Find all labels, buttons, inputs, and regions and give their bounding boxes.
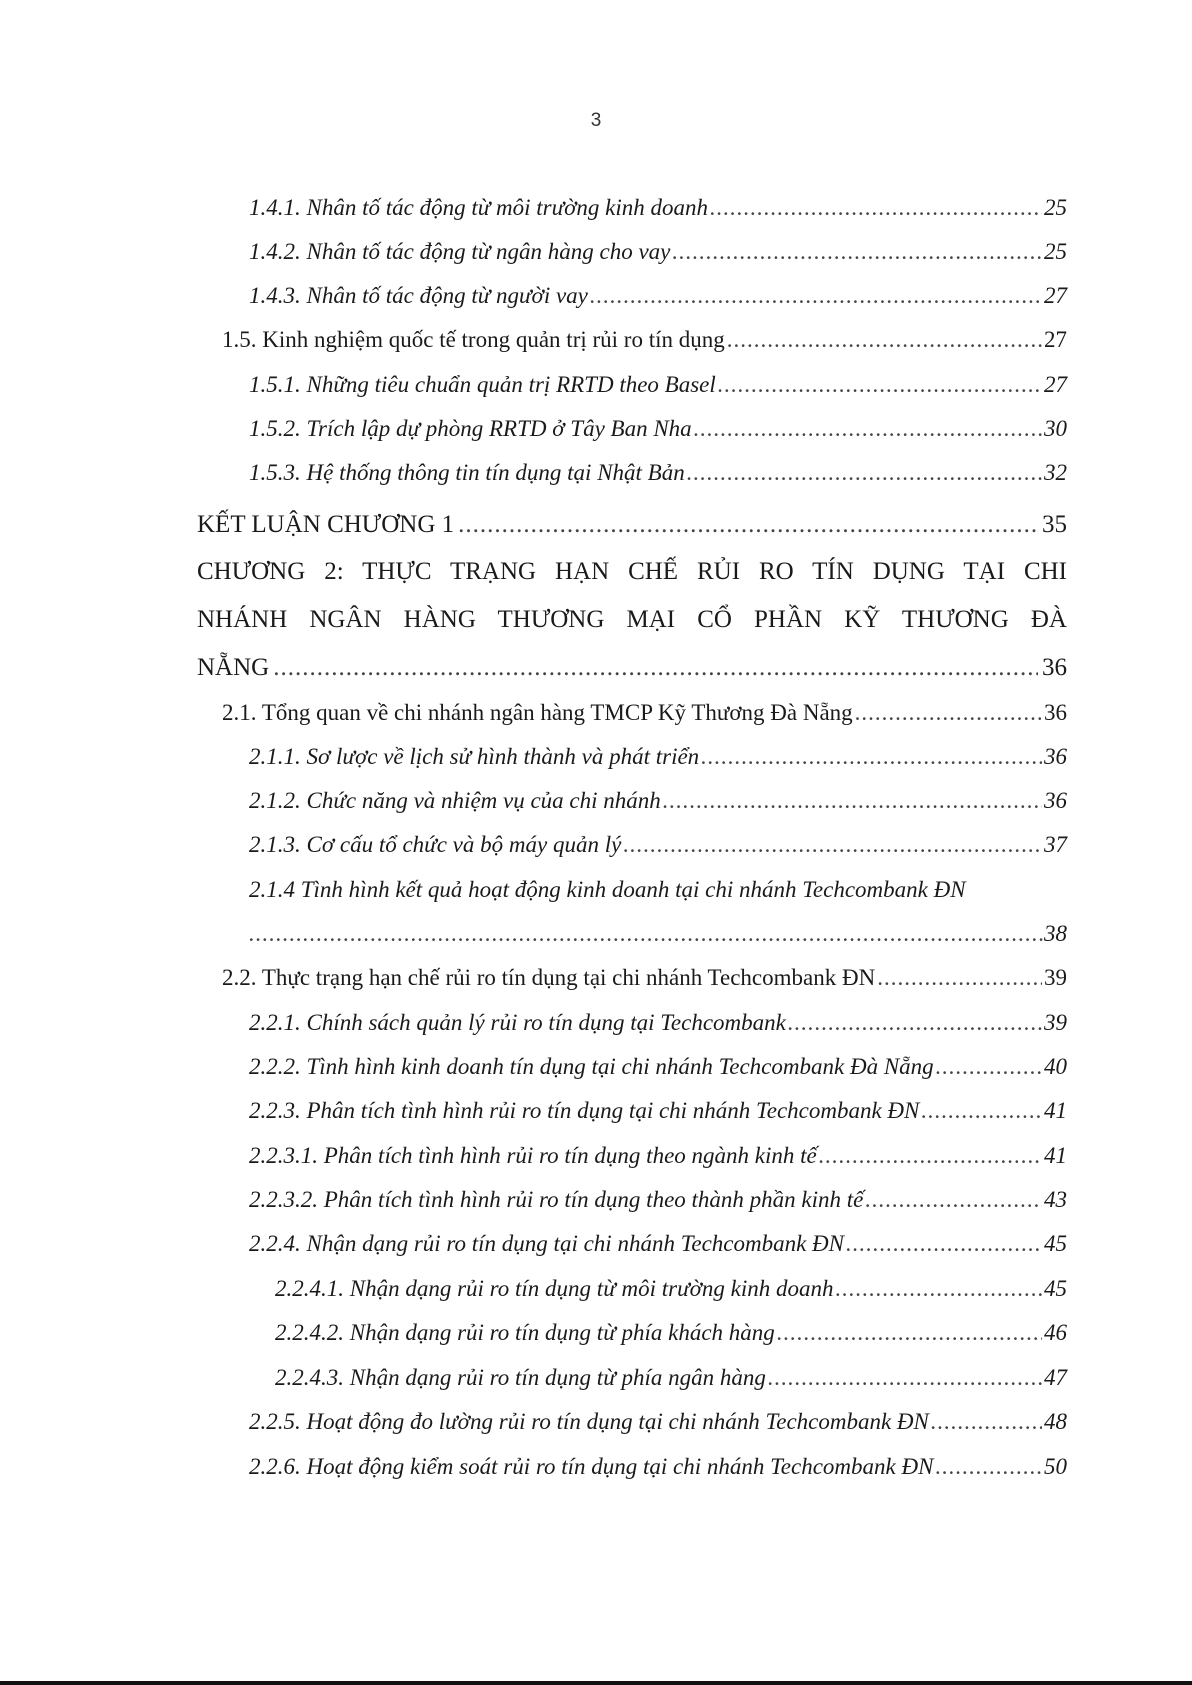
toc-chapter-conclusion (197, 505, 1067, 545)
toc-entry-label: 1.4.3. Nhân tố tác động từ người vay (249, 283, 588, 308)
toc-entry (249, 1143, 1067, 1175)
toc-entry (249, 283, 1067, 315)
dot-leader (936, 1054, 1042, 1080)
toc-entry-page: 37 (1044, 832, 1067, 857)
toc-entry-page: 32 (1044, 460, 1067, 485)
toc-entry (249, 1231, 1067, 1263)
toc-entry (249, 416, 1067, 448)
toc-entry-label: 2.2.4.3. Nhận dạng rủi ro tín dụng từ phía ngân hàng (275, 1365, 766, 1390)
toc-entry-label: 2.1.3. Cơ cấu tổ chức và bộ máy quản lý (249, 832, 622, 857)
dot-leader (590, 283, 1042, 309)
toc-entry (249, 1010, 1067, 1042)
toc-entry (249, 1454, 1067, 1486)
toc-entry-label: 2.2.6. Hoạt động kiểm soát rủi ro tín dụng tại chi nhánh Techcombank ĐN (249, 1454, 934, 1479)
toc-entry-page: 27 (1044, 283, 1067, 308)
dot-leader (701, 744, 1042, 770)
toc-entry-page: 36 (1044, 744, 1067, 769)
toc-entry (249, 744, 1067, 776)
dot-leader (273, 648, 1038, 688)
toc-entry-label: 2.1.1. Sơ lược về lịch sử hình thành và phát triển (249, 744, 700, 769)
toc-entry-label: 1.5.3. Hệ thống thông tin tín dụng tại Nhật Bản (249, 460, 685, 485)
dot-leader (935, 1454, 1042, 1480)
dot-leader (836, 1276, 1042, 1302)
toc-entry (249, 460, 1067, 492)
toc-entry-label: 2.2. Thực trạng hạn chế rủi ro tín dụng tại chi nhánh Techcombank ĐN (222, 965, 876, 990)
toc-entry-page: 39 (1044, 1010, 1067, 1035)
dot-leader (694, 416, 1042, 442)
toc-entry-label: 1.5.2. Trích lập dự phòng RRTD ở Tây Ban Nha (249, 416, 692, 441)
dot-leader (931, 1409, 1042, 1435)
dot-leader (819, 1143, 1042, 1169)
toc-entry-label: 2.2.3. Phân tích tình hình rủi ro tín dụng tại chi nhánh Techcombank ĐN (249, 1098, 920, 1123)
toc-entry-label: 1.4.2. Nhân tố tác động từ ngân hàng cho vay (249, 239, 671, 264)
toc-entry-page: 48 (1044, 1409, 1067, 1434)
toc-entry-page: 50 (1044, 1454, 1067, 1479)
dot-leader (855, 700, 1042, 726)
toc-entry-page: 39 (1044, 965, 1067, 990)
toc-entry-page: 27 (1044, 327, 1067, 352)
toc-chapter-heading-line: CHƯƠNG 2: THỰC TRẠNG HẠN CHẾ RỦI RO TÍN DỤNG TẠI CHI (197, 558, 1067, 585)
toc-entry-page: 38 (1044, 921, 1067, 946)
page-bottom-edge (0, 1681, 1192, 1685)
toc-entry (249, 1098, 1067, 1130)
dot-leader (877, 965, 1042, 991)
dot-leader (672, 239, 1042, 265)
toc-entry-label: 2.1.2. Chức năng và nhiệm vụ của chi nhánh (249, 788, 661, 813)
toc-entry-label: 1.5.1. Những tiêu chuẩn quản trị RRTD theo Basel (249, 372, 716, 397)
dot-leader (623, 832, 1042, 858)
toc-chapter-heading-line: NHÁNH NGÂN HÀNG THƯƠNG MẠI CỔ PHẦN KỸ THƯƠNG ĐÀ (197, 606, 1067, 633)
toc-entry-continuation (249, 921, 1067, 953)
toc-entry (249, 1187, 1067, 1219)
toc-entry (249, 832, 1067, 864)
toc-entry-label: 2.2.1. Chính sách quản lý rủi ro tín dụng tại Techcombank (249, 1010, 786, 1035)
toc-entry-page: 25 (1044, 239, 1067, 264)
toc-entry-page: 36 (1042, 654, 1067, 681)
toc-entry (275, 1320, 1067, 1352)
dot-leader (663, 788, 1042, 814)
toc-entry-page: 30 (1044, 416, 1067, 441)
dot-leader (718, 372, 1042, 398)
toc-entry (222, 965, 1067, 997)
toc-entry-label: 2.2.4.1. Nhận dạng rủi ro tín dụng từ môi trường kinh doanh (275, 1276, 834, 1301)
dot-leader (458, 505, 1038, 545)
dot-leader (768, 1365, 1042, 1391)
dot-leader (687, 460, 1042, 486)
toc-entry-wrapped (249, 877, 1067, 909)
toc-entry-page: 27 (1044, 372, 1067, 397)
toc-entry (249, 239, 1067, 271)
toc-entry (222, 700, 1067, 732)
toc-entry (249, 372, 1067, 404)
toc-entry-page: 45 (1044, 1231, 1067, 1256)
toc-entry-label: 2.2.3.2. Phân tích tình hình rủi ro tín dụng theo thành phần kinh tế (249, 1187, 864, 1212)
toc-entry-label: 1.5. Kinh nghiệm quốc tế trong quản trị rủi ro tín dụng (222, 327, 725, 352)
toc-entry-label: KẾT LUẬN CHƯƠNG 1 (197, 511, 455, 538)
dot-leader (727, 327, 1042, 353)
toc-entry-page: 36 (1044, 788, 1067, 813)
toc-entry-page: 40 (1044, 1054, 1067, 1079)
toc-entry (249, 195, 1067, 227)
toc-entry-page: 41 (1044, 1143, 1067, 1168)
dot-leader (710, 195, 1042, 221)
dot-leader (865, 1187, 1042, 1213)
toc-chapter-heading-line (197, 648, 1067, 688)
toc-entry-label: 2.2.4. Nhận dạng rủi ro tín dụng tại chi nhánh Techcombank ĐN (249, 1231, 845, 1256)
toc-entry-page: 36 (1044, 700, 1067, 725)
toc-entry-page: 25 (1044, 195, 1067, 220)
toc-entry-page: 35 (1042, 511, 1067, 538)
toc-entry-page: 46 (1044, 1320, 1067, 1345)
toc-entry-label: NẴNG (197, 654, 270, 681)
toc-entry-page: 47 (1044, 1365, 1067, 1390)
toc-entry-label: 2.1. Tổng quan về chi nhánh ngân hàng TMCP Kỹ Thương Đà Nẵng (222, 700, 853, 725)
toc-entry (275, 1365, 1067, 1397)
toc-entry (249, 1054, 1067, 1086)
toc-entry (249, 788, 1067, 820)
toc-entry-page: 41 (1044, 1098, 1067, 1123)
toc-entry-page: 43 (1044, 1187, 1067, 1212)
toc-entry-page: 45 (1044, 1276, 1067, 1301)
toc-entry-label: 2.1.4 Tình hình kết quả hoạt động kinh doanh tại chi nhánh Techcombank ĐN (249, 877, 966, 902)
toc-entry-label: 2.2.5. Hoạt động đo lường rủi ro tín dụng tại chi nhánh Techcombank ĐN (249, 1409, 929, 1434)
dot-leader (921, 1098, 1042, 1124)
dot-leader (788, 1010, 1042, 1036)
toc-entry-label: 2.2.2. Tình hình kinh doanh tín dụng tại chi nhánh Techcombank Đà Nẵng (249, 1054, 934, 1079)
toc-entry-label: 2.2.3.1. Phân tích tình hình rủi ro tín dụng theo ngành kinh tế (249, 1143, 817, 1168)
toc-entry (222, 327, 1067, 359)
dot-leader (846, 1231, 1042, 1257)
toc-entry-label: 2.2.4.2. Nhận dạng rủi ro tín dụng từ phía khách hàng (275, 1320, 775, 1345)
toc-entry (275, 1276, 1067, 1308)
dot-leader (777, 1320, 1042, 1346)
page-number: 3 (590, 110, 602, 131)
toc-entry-label: 1.4.1. Nhân tố tác động từ môi trường kinh doanh (249, 195, 709, 220)
dot-leader (249, 921, 1044, 947)
toc-entry (249, 1409, 1067, 1441)
